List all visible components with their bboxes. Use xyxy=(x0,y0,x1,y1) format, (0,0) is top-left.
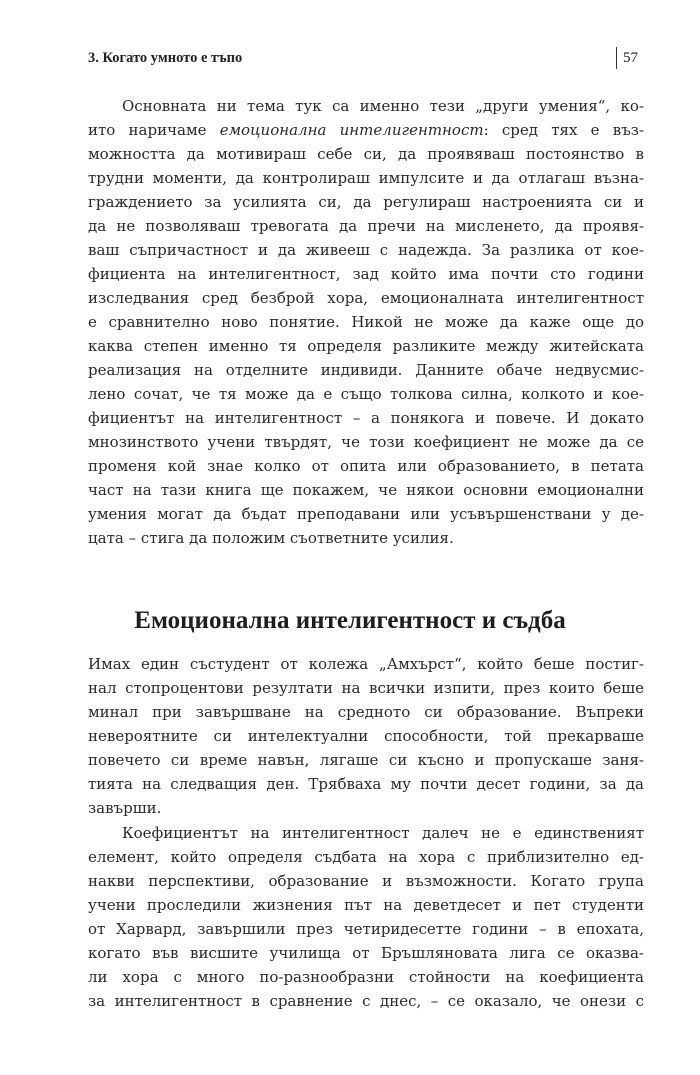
paragraph-1-line: променя кой знае колко от опита или образованието, в петата xyxy=(88,457,644,475)
paragraph-1-line: фициента на интелигентност, зад който има почти сто години xyxy=(88,265,644,283)
paragraph-3-line: когато във висшите училища от Бръшляновата лига се оказва- xyxy=(88,944,644,962)
paragraph-1-line: мнозинството учени твърдят, че този коефициент не може да се xyxy=(88,433,644,451)
paragraph-2-line: повечето си време навън, лягаше си късно и пропускаше заня- xyxy=(88,751,644,769)
paragraph-1-line: можността да мотивираш себе си, да проявяваш постоянство в xyxy=(88,145,644,163)
paragraph-3-line: от Харвард, завършили през четиридесетте години – в епохата, xyxy=(88,920,644,938)
paragraph-2-line: тията на следващия ден. Трябваха му почти десет години, за да xyxy=(88,775,644,793)
paragraph-1-line: лено сочат, че тя може да е също толкова силна, колкото и кое- xyxy=(88,385,644,403)
paragraph-1-text: : сред тях е въз- xyxy=(483,121,644,139)
paragraph-2-line: минал при завършване на средното си образование. Въпреки xyxy=(88,703,644,721)
emphasis-term: емоционална интелигентност xyxy=(219,121,484,139)
paragraph-3-line: накви перспективи, образование и възможности. Когато група xyxy=(88,872,644,890)
paragraph-2-line: нал стопроцентови резултати на всички изпити, през които беше xyxy=(88,679,644,697)
paragraph-1-line: да не позволяваш тревогата да пречи на мисленето, да проявя- xyxy=(88,217,644,235)
section-heading: Емоционална интелигентност и съдба xyxy=(134,607,566,634)
paragraph-1-line: каква степен именно тя определя разликите между житейската xyxy=(88,337,644,355)
paragraph-1-line: е сравнително ново понятие. Никой не може да каже още до xyxy=(88,313,644,331)
paragraph-1-line: умения могат да бъдат преподавани или усъвършенствани у де- xyxy=(88,505,644,523)
paragraph-1-line: реализация на отделните индивиди. Данните обаче недвусмис- xyxy=(88,361,644,379)
paragraph-1-line: фициентът на интелигентност – а понякога и повече. И докато xyxy=(88,409,644,427)
paragraph-1-line: ваш съпричастност и да живееш с надежда. За разлика от кое- xyxy=(88,241,644,259)
running-head-title: 3. Когато умното е тъпо xyxy=(88,50,243,66)
paragraph-3-line: за интелигентност в сравнение с днес, – се оказало, че онези с xyxy=(88,992,644,1010)
paragraph-1-line: граждението за усилията си, да регулираш настроенията си и xyxy=(88,193,644,211)
paragraph-2-line: завърши. xyxy=(88,799,162,817)
page-number-divider xyxy=(616,47,617,69)
page-number-block xyxy=(616,46,638,70)
paragraph-1-line xyxy=(88,118,644,142)
paragraph-1-line: изследвания сред безброй хора, емоционалната интелигентност xyxy=(88,289,644,307)
paragraph-1-line: цата – стига да положим съответните усилия. xyxy=(88,529,454,547)
paragraph-3-line: Коефициентът на интелигентност далеч не е единственият xyxy=(122,824,644,842)
paragraph-3-line: ли хора с много по-разнообразни стойности на коефициента xyxy=(88,968,644,986)
paragraph-1-line: част на тази книга ще покажем, че някои основни емоционални xyxy=(88,481,644,499)
paragraph-3-line: учени проследили жизнения път на деветдесет и пет студенти xyxy=(88,896,644,914)
paragraph-3-line: елемент, който определя съдбата на хора с приблизително ед- xyxy=(88,848,644,866)
paragraph-1-text: ито наричаме xyxy=(88,121,220,139)
paragraph-2-line: невероятните си интелектуални способности, той прекарваше xyxy=(88,727,644,745)
paragraph-1-line: Основната ни тема тук са именно тези „други умения“, ко- xyxy=(122,97,644,115)
paragraph-1-line: трудни моменти, да контролираш импулсите и да отлагаш възна- xyxy=(88,169,644,187)
page-number: 57 xyxy=(623,49,638,66)
paragraph-2-line: Имах един състудент от колежа „Амхърст“, който беше постиг- xyxy=(88,655,644,673)
